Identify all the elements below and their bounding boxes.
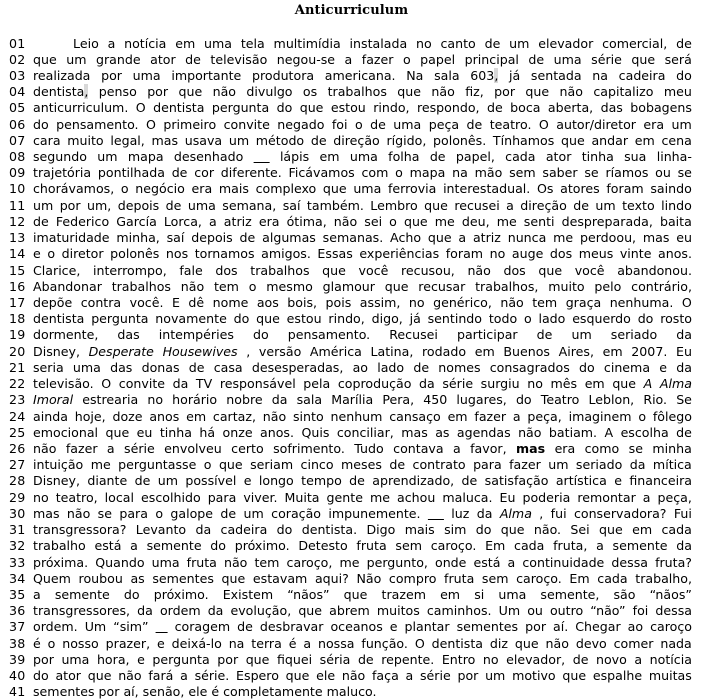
line-content: é o nosso prazer, e deixá-lo na terra é a nossa função. O dentista diz que não devo comer nada [33,636,692,652]
line-content: Abandonar trabalhos não tem o mesmo glamour que recusar trabalhos, muito pelo contrário, [33,279,692,295]
text-line [0,538,703,554]
text-line [0,327,703,343]
line-content: não fazer a série envolveu certo sofrimento. Tudo contava a favor, mas era como se minha [33,441,692,457]
line-number: 17 [9,295,35,311]
text-line [0,133,703,149]
line-content: dentista, penso por que não divulgo os trabalhos que não fiz, por que não capitalizo meu [33,84,692,100]
line-number: 34 [9,571,35,587]
text-line [0,100,703,116]
text-line [0,149,703,165]
text-line [0,652,703,668]
line-number: 31 [9,522,35,538]
line-content: trabalho está a semente do próximo. Detesto fruta sem caroço. Em cada fruta, a semente da [33,538,692,554]
line-number: 16 [9,279,35,295]
line-number: 25 [9,425,35,441]
line-content: por uma hora, e pergunta por que fiquei séria de repente. Entro no elevador, de novo a notícia [33,652,692,668]
text-line [0,555,703,571]
line-content: a semente do próximo. Existem “nãos” que trazem em si uma semente, são “nãos” [33,587,692,603]
line-number: 22 [9,376,35,392]
line-number: 21 [9,360,35,376]
text-line [0,376,703,392]
line-content: mas não se para o galope de um coração impunemente. luz da Alma , fui conservadora? Fui [33,506,692,522]
line-content: televisão. O convite da TV responsável pela coprodução da série surgiu no mês em que A Alma [33,376,692,392]
line-number: 14 [9,246,35,262]
text-line [0,571,703,587]
line-content: segundo um mapa desenhado lápis em uma folha de papel, cada ator tinha sua linha- [33,149,692,165]
text-line [0,409,703,425]
line-content: de Federico García Lorca, a atriz era ótima, não sei o que me deu, me senti despreparada, baita [33,214,692,230]
line-number: 27 [9,457,35,473]
line-content: emocional que eu tinha há onze anos. Quis conciliar, mas as agendas não batiam. A escolha de [33,425,692,441]
text-line [0,392,703,408]
numbered-text-body [0,36,703,700]
line-content: do ator que não fará a série. Espero que ele não faça a série por um motivo que espalhe muitas [33,668,692,684]
text-line [0,668,703,684]
text-line [0,68,703,84]
line-number: 28 [9,473,35,489]
line-number: 15 [9,263,35,279]
line-content: Quem roubou as sementes que estavam aqui? Não compro fruta sem caroço. Em cada trabalho, [33,571,692,587]
line-content: Clarice, interrompo, fale dos trabalhos que você recusou, não dos que você abandonou. [33,263,692,279]
line-content: seria uma das donas de casa desesperadas, ao lado de nomes consagrados do cinema e da [33,360,692,376]
line-number: 09 [9,165,35,181]
line-content: sementes por aí, senão, ele é completamente maluco. [33,684,692,700]
line-number: 18 [9,311,35,327]
line-content: um por um, depois de uma semana, saí também. Lembro que recusei a direção de um texto lindo [33,198,692,214]
text-line [0,360,703,376]
text-line [0,295,703,311]
line-content: ainda hoje, doze anos em cartaz, não sinto nenhum cansaço em fazer a peça, imaginem o fôlego [33,409,692,425]
line-number: 03 [9,68,35,84]
text-line [0,279,703,295]
text-line [0,490,703,506]
line-content: imaturidade minha, saí depois de algumas semanas. Acho que a atriz nunca me perdoou, mas eu [33,230,692,246]
page-title: Anticurriculum [0,0,703,22]
line-number: 04 [9,84,35,100]
line-number: 07 [9,133,35,149]
line-number: 20 [9,344,35,360]
line-number: 10 [9,181,35,197]
text-line [0,587,703,603]
text-line [0,425,703,441]
fill-in-blank [428,506,444,521]
text-line [0,36,703,52]
text-line [0,636,703,652]
line-content: transgressora? Levanto da cadeira do dentista. Digo mais sim do que não. Sei que em cada [33,522,692,538]
line-content: próxima. Quando uma fruta não tem caroço, me pergunto, onde está a continuidade dessa fruta? [33,555,692,571]
line-content: anticurriculum. O dentista pergunta do que estou rindo, respondo, de boca aberta, das bobagens [33,100,692,116]
text-line [0,246,703,262]
line-content: Imoral estrearia no horário nobre da sala Marília Pera, 450 lugares, do Teatro Leblon, Rio. Se [33,392,692,408]
line-content: Disney, diante de um possível e longo tempo de aprendizado, de satisfação artística e financeira [33,473,692,489]
line-number: 02 [9,52,35,68]
line-number: 24 [9,409,35,425]
line-number: 23 [9,392,35,408]
text-line [0,165,703,181]
line-number: 19 [9,327,35,343]
line-number: 35 [9,587,35,603]
line-number: 13 [9,230,35,246]
line-number: 01 [9,36,35,52]
line-number: 30 [9,506,35,522]
line-content: transgressores, da ordem da evolução, que abrem muitos caminhos. Um ou outro “não” foi dessa [33,603,692,619]
text-line [0,311,703,327]
text-line [0,441,703,457]
line-number: 41 [9,684,35,700]
text-line [0,117,703,133]
line-number: 32 [9,538,35,554]
line-number: 37 [9,619,35,635]
text-line [0,473,703,489]
line-content: intuição me perguntasse o que seriam cinco meses de contrato para fazer um seriado da mítica [33,457,692,473]
text-line [0,230,703,246]
line-number: 29 [9,490,35,506]
text-line [0,619,703,635]
text-line [0,506,703,522]
line-content: realizada por uma importante produtora americana. Na sala 603, já sentada na cadeira do [33,68,692,84]
text-line [0,198,703,214]
line-content: depõe contra você. E dê nome aos bois, pois assim, no genérico, não tem graça nenhuma. O [33,295,692,311]
line-content: que um grande ator de televisão negou-se a fazer o papel principal de uma série que será [33,52,692,68]
line-content: Disney, Desperate Housewives , versão América Latina, rodado em Buenos Aires, em 2007. Eu [33,344,692,360]
text-line [0,263,703,279]
line-number: 11 [9,198,35,214]
line-content: trajetória pontilhada de cor diferente. Ficávamos com o mapa na mão sem saber se ríamos ou se [33,165,692,181]
line-content: dentista pergunta novamente do que estou rindo, digo, já sentindo todo o lado esquerdo do rosto [33,311,692,327]
text-line [0,52,703,68]
line-content: chorávamos, o negócio era mais complexo que uma ferrovia interestadual. Os atores foram saindo [33,181,692,197]
line-number: 12 [9,214,35,230]
line-content: cara muito legal, mas usava um método de direção rígido, polonês. Tínhamos que andar em cena [33,133,692,149]
line-number: 06 [9,117,35,133]
line-content: ordem. Um “sim” coragem de desbravar oceanos e plantar sementes por aí. Chegar ao caroço [33,619,692,635]
line-number: 38 [9,636,35,652]
line-content: dormente, das intempéries do pensamento. Recusei participar de um seriado da [33,327,692,343]
text-line [0,457,703,473]
line-content: no teatro, local escolhido para viver. Muita gente me achou maluca. Eu poderia remontar a peça, [33,490,692,506]
fill-in-blank [254,149,270,164]
line-number: 26 [9,441,35,457]
text-line [0,84,703,100]
line-number: 36 [9,603,35,619]
line-content: e o diretor polonês nos tornamos amigos. Essas experiências foram no auge dos meus vinte anos. [33,246,692,262]
line-number: 33 [9,555,35,571]
line-content: Leio a notícia em uma tela multimídia instalada no canto de um elevador comercial, de [33,36,692,52]
line-number: 05 [9,100,35,116]
line-number: 40 [9,668,35,684]
text-line [0,603,703,619]
text-line [0,344,703,360]
text-line [0,522,703,538]
line-number: 39 [9,652,35,668]
text-line [0,181,703,197]
fill-in-blank [156,619,168,634]
text-line [0,214,703,230]
line-number: 08 [9,149,35,165]
line-content: do pensamento. O primeiro convite negado foi o de uma peça de teatro. O autor/diretor era um [33,117,692,133]
